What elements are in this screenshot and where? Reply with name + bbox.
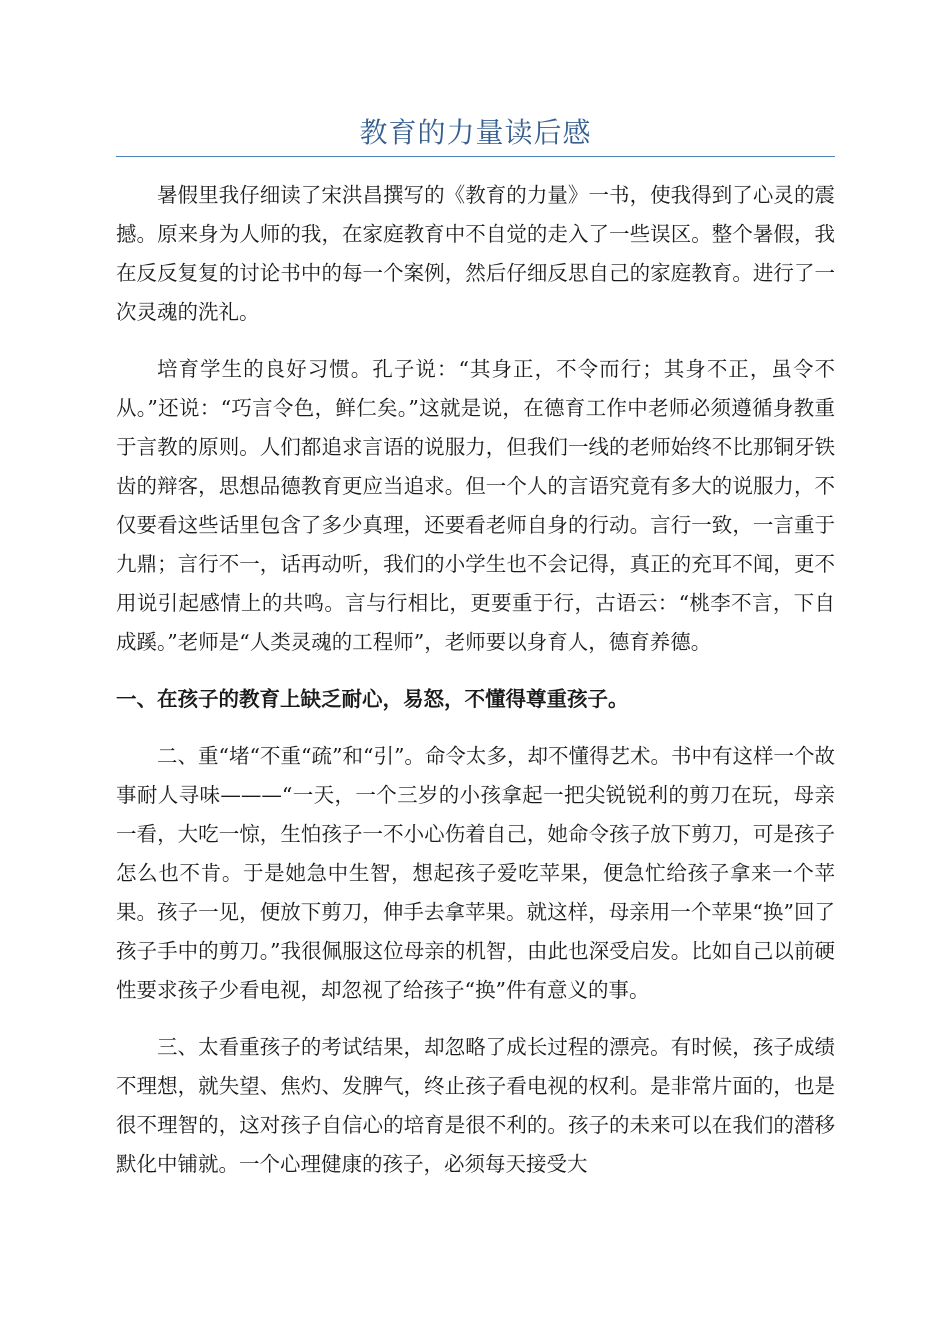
- paragraph-point-three: 三、太看重孩子的考试结果，却忽略了成长过程的漂亮。有时候，孩子成绩不理想，就失望、焦灼、发脾气，终止孩子看电视的权利。是非常片面的，也是很不理智的，这对孩子自信心的培育是很不利的。孩子的未来可以在我们的潜移默化中铺就。一个心理健康的孩子，必须每天接受大: [116, 1035, 835, 1176]
- paragraph-habits: 培育学生的良好习惯。孔子说：“其身正，不令而行；其身不正，虽令不从。”还说：“巧言令色，鲜仁矣。”这就是说，在德育工作中老师必须遵循身教重于言教的原则。人们都追求言语的说服力，但我们一线的老师始终不比那铜牙铁齿的辩客，思想品德教育更应当追求。但一个人的言语究竟有多大的说服力，不仅要看这些话里包含了多少真理，还要看老师自身的行动。言行一致，一言重于九鼎；言行不一，话再动听，我们的小学生也不会记得，真正的充耳不闻，更不用说引起感情上的共鸣。言与行相比，更要重于行，古语云：“桃李不言，下自成蹊。”老师是“人类灵魂的工程师”，老师要以身育人，德育养德。: [116, 357, 835, 654]
- section-heading: 一、在孩子的教育上缺乏耐心，易怒，不懂得尊重孩子。: [116, 687, 629, 711]
- document-title: 教育的力量读后感: [359, 116, 592, 149]
- title-block: [116, 110, 835, 157]
- paragraph-point-two: 二、重“堵“不重“疏”和“引”。命令太多，却不懂得艺术。书中有这样一个故事耐人寻味———“一天，一个三岁的小孩拿起一把尖锐锐利的剪刀在玩，母亲一看，大吃一惊，生怕孩子一不小心伤着自己，她命令孩子放下剪刀，可是孩子怎么也不肯。于是她急中生智，想起孩子爱吃苹果，便急忙给孩子拿来一个苹果。孩子一见，便放下剪刀，伸手去拿苹果。就这样，母亲用一个苹果“换”回了孩子手中的剪刀。”我很佩服这位母亲的机智，由此也深受启发。比如自己以前硬性要求孩子少看电视，却忽视了给孩子“换”件有意义的事。: [116, 744, 835, 1002]
- paragraph-intro: 暑假里我仔细读了宋洪昌撰写的《教育的力量》一书，使我得到了心灵的震撼。原来身为人师的我，在家庭教育中不自觉的走入了一些误区。整个暑假，我在反反复复的讨论书中的每一个案例，然后仔细反思自己的家庭教育。进行了一次灵魂的洗礼。: [116, 183, 835, 324]
- document-body: [116, 176, 835, 1202]
